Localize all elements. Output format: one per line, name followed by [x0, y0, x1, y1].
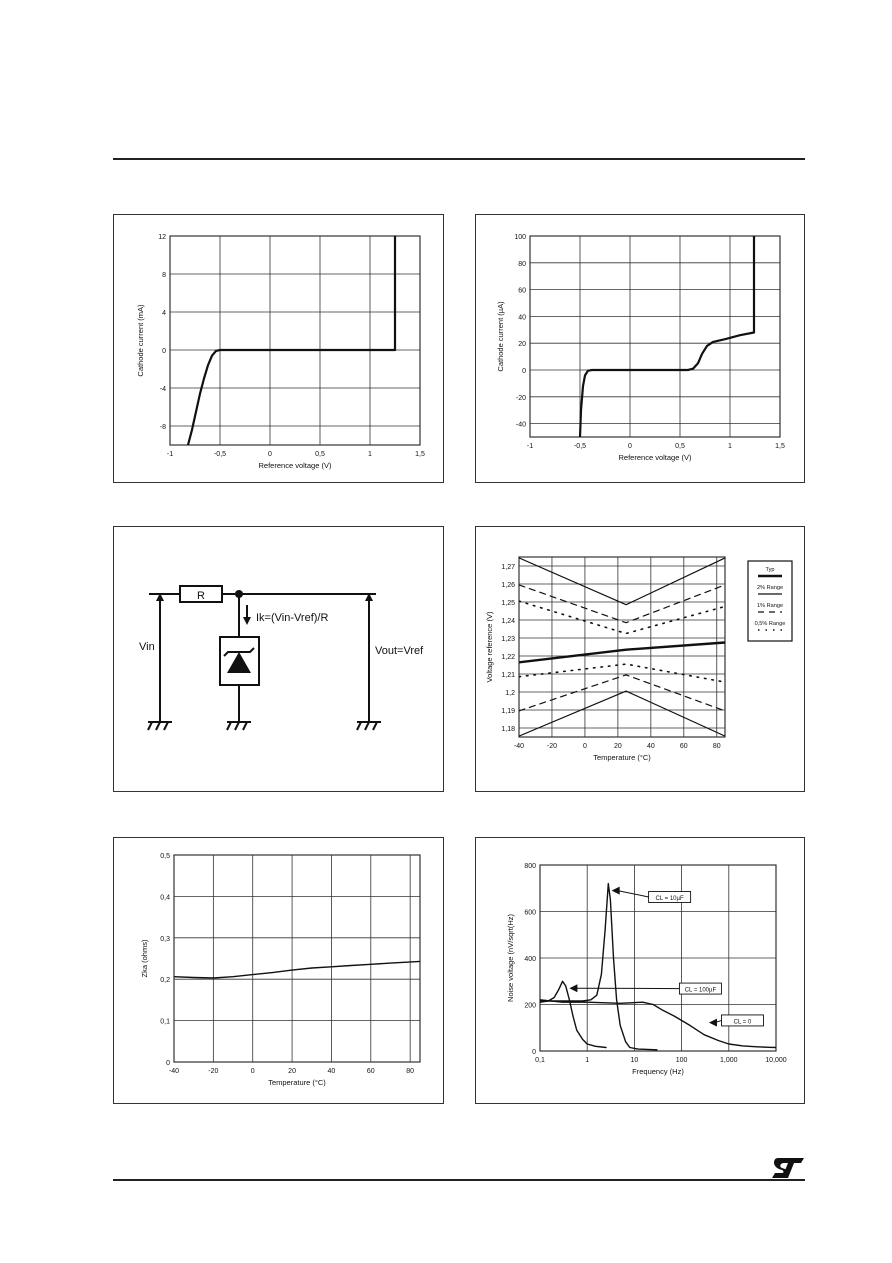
x-axis-label: Frequency (Hz)	[632, 1067, 684, 1076]
y-tick-label: 20	[518, 341, 526, 349]
x-tick-label: -20	[208, 1068, 219, 1075]
chart-panel-noise	[475, 837, 805, 1104]
x-tick-label: 1,000	[720, 1057, 738, 1064]
y-tick-label: 60	[518, 287, 526, 295]
y-tick-label: 1,22	[501, 654, 515, 661]
circuit-panel	[113, 526, 444, 792]
y-axis-label: Cathode current (mA)	[136, 304, 145, 377]
x-axis-label: Reference voltage (V)	[258, 461, 332, 470]
x-tick-label: -0,5	[213, 451, 227, 458]
legend-box	[748, 561, 792, 641]
x-tick-label: 10	[630, 1057, 639, 1064]
y-tick-label: 1,21	[501, 672, 515, 679]
x-tick-label: 1,5	[415, 451, 425, 458]
y-tick-label: 0	[522, 368, 526, 375]
chart-c5	[114, 838, 443, 1103]
x-tick-label: -0,5	[573, 443, 587, 450]
y-tick-label: 1,27	[501, 564, 515, 571]
x-tick-label: 0	[250, 1068, 255, 1075]
y-tick-label: 800	[524, 863, 536, 870]
x-axis-label: Temperature (°C)	[593, 753, 651, 762]
x-tick-label: 0,1	[535, 1057, 545, 1064]
annotation-label: CL = 0	[733, 1019, 752, 1026]
x-tick-label: 0,5	[315, 451, 325, 458]
plot-frame	[170, 236, 420, 445]
x-tick-label: 1	[585, 1057, 590, 1064]
x-tick-label: -20	[546, 743, 558, 750]
vin-label: Vin	[139, 641, 155, 653]
y-tick-label: 0	[532, 1049, 536, 1056]
x-tick-label: 80	[406, 1068, 415, 1075]
annotation-label: CL = 100µF	[684, 987, 717, 994]
x-tick-label: 0,5	[675, 443, 685, 450]
x-tick-label: -1	[526, 443, 534, 450]
x-tick-label: 80	[712, 743, 721, 750]
vout-label: Vout=Vref	[375, 645, 424, 657]
x-tick-label: -40	[513, 743, 525, 750]
plot-frame	[530, 236, 780, 437]
x-tick-label: 1,5	[775, 443, 785, 450]
resistor-label: R	[197, 590, 205, 602]
y-tick-label: 0	[162, 348, 166, 355]
legend-label: 0,5% Range	[754, 621, 786, 627]
y-tick-label: 1,26	[501, 582, 515, 589]
x-tick-label: 1	[728, 443, 732, 450]
y-tick-label: 1,2	[505, 690, 515, 697]
y-tick-label: 1,23	[501, 636, 515, 643]
x-tick-label: 60	[679, 743, 688, 750]
y-tick-label: 0,3	[160, 935, 170, 943]
x-tick-label: 10,000	[765, 1057, 787, 1064]
y-axis-label: Noise voltage (nV/sqrt(Hz)	[506, 914, 515, 1002]
x-tick-label: 60	[366, 1068, 375, 1075]
legend-label: 2% Range	[756, 585, 784, 591]
y-axis-label: Voltage reference (V)	[485, 611, 494, 683]
circuit-diagram	[114, 527, 443, 791]
y-tick-label: 40	[518, 314, 526, 322]
x-tick-label: 0	[268, 451, 272, 458]
x-tick-label: -40	[168, 1068, 180, 1075]
chart-c4	[476, 527, 804, 791]
y-tick-label: 0,1	[160, 1018, 170, 1026]
x-tick-label: 20	[288, 1068, 296, 1075]
chart-panel-cathode-current-ma	[113, 214, 444, 483]
y-tick-label: 0	[166, 1060, 170, 1067]
x-axis-label: Temperature (°C)	[268, 1078, 326, 1087]
footer-rule	[113, 1179, 805, 1181]
y-tick-label: 100	[514, 234, 526, 241]
header-rule	[113, 158, 805, 160]
x-tick-label: 0	[628, 443, 632, 450]
x-axis-label: Reference voltage (V)	[618, 453, 692, 462]
current-label: Ik=(Vin-Vref)/R	[256, 612, 329, 624]
legend-label: 1% Range	[756, 603, 784, 609]
chart-c1	[114, 215, 443, 482]
legend-label: Typ	[765, 567, 775, 573]
y-tick-label: 400	[524, 956, 536, 963]
y-tick-label: 4	[162, 310, 166, 317]
y-tick-label: 80	[518, 260, 526, 268]
x-tick-label: 40	[327, 1068, 336, 1075]
ground-symbol-ref	[227, 722, 251, 730]
chart-panel-cathode-current-ua	[475, 214, 805, 483]
junction-node	[235, 590, 243, 598]
y-tick-label: 1,18	[501, 726, 515, 733]
y-tick-label: 0,4	[160, 894, 170, 902]
chart-c6	[476, 838, 804, 1103]
y-tick-label: 1,25	[501, 600, 515, 607]
y-tick-label: -40	[515, 421, 526, 429]
y-tick-label: -8	[159, 424, 166, 431]
y-tick-label: 0,5	[160, 853, 170, 860]
y-tick-label: 8	[162, 272, 166, 279]
st-logo-icon	[770, 1156, 806, 1180]
y-tick-label: 1,19	[501, 708, 515, 715]
y-tick-label: 600	[524, 909, 536, 917]
chart-panel-voltage-reference	[475, 526, 805, 792]
x-tick-label: 0	[582, 743, 587, 750]
x-tick-label: -1	[166, 451, 174, 458]
chart-c2	[476, 215, 804, 482]
x-tick-label: 100	[675, 1057, 688, 1064]
chart-panel-zka	[113, 837, 444, 1104]
y-axis-label: Zka (ohms)	[140, 939, 149, 978]
y-tick-label: 12	[158, 234, 166, 241]
plot-frame	[174, 855, 420, 1062]
ground-symbol-vin	[148, 722, 172, 730]
x-tick-label: 20	[613, 743, 622, 750]
y-tick-label: -20	[515, 394, 526, 402]
ground-symbol-vout	[357, 722, 381, 730]
y-tick-label: -4	[159, 386, 166, 393]
y-tick-label: 0,2	[160, 977, 170, 985]
current-arrow-icon	[243, 617, 251, 625]
x-tick-label: 40	[646, 743, 655, 750]
y-axis-label: Cathode current (µA)	[496, 301, 505, 372]
annotation-label: CL = 10µF	[655, 895, 684, 902]
y-tick-label: 200	[524, 1002, 536, 1010]
x-tick-label: 1	[368, 451, 372, 458]
y-tick-label: 1,24	[501, 618, 515, 625]
